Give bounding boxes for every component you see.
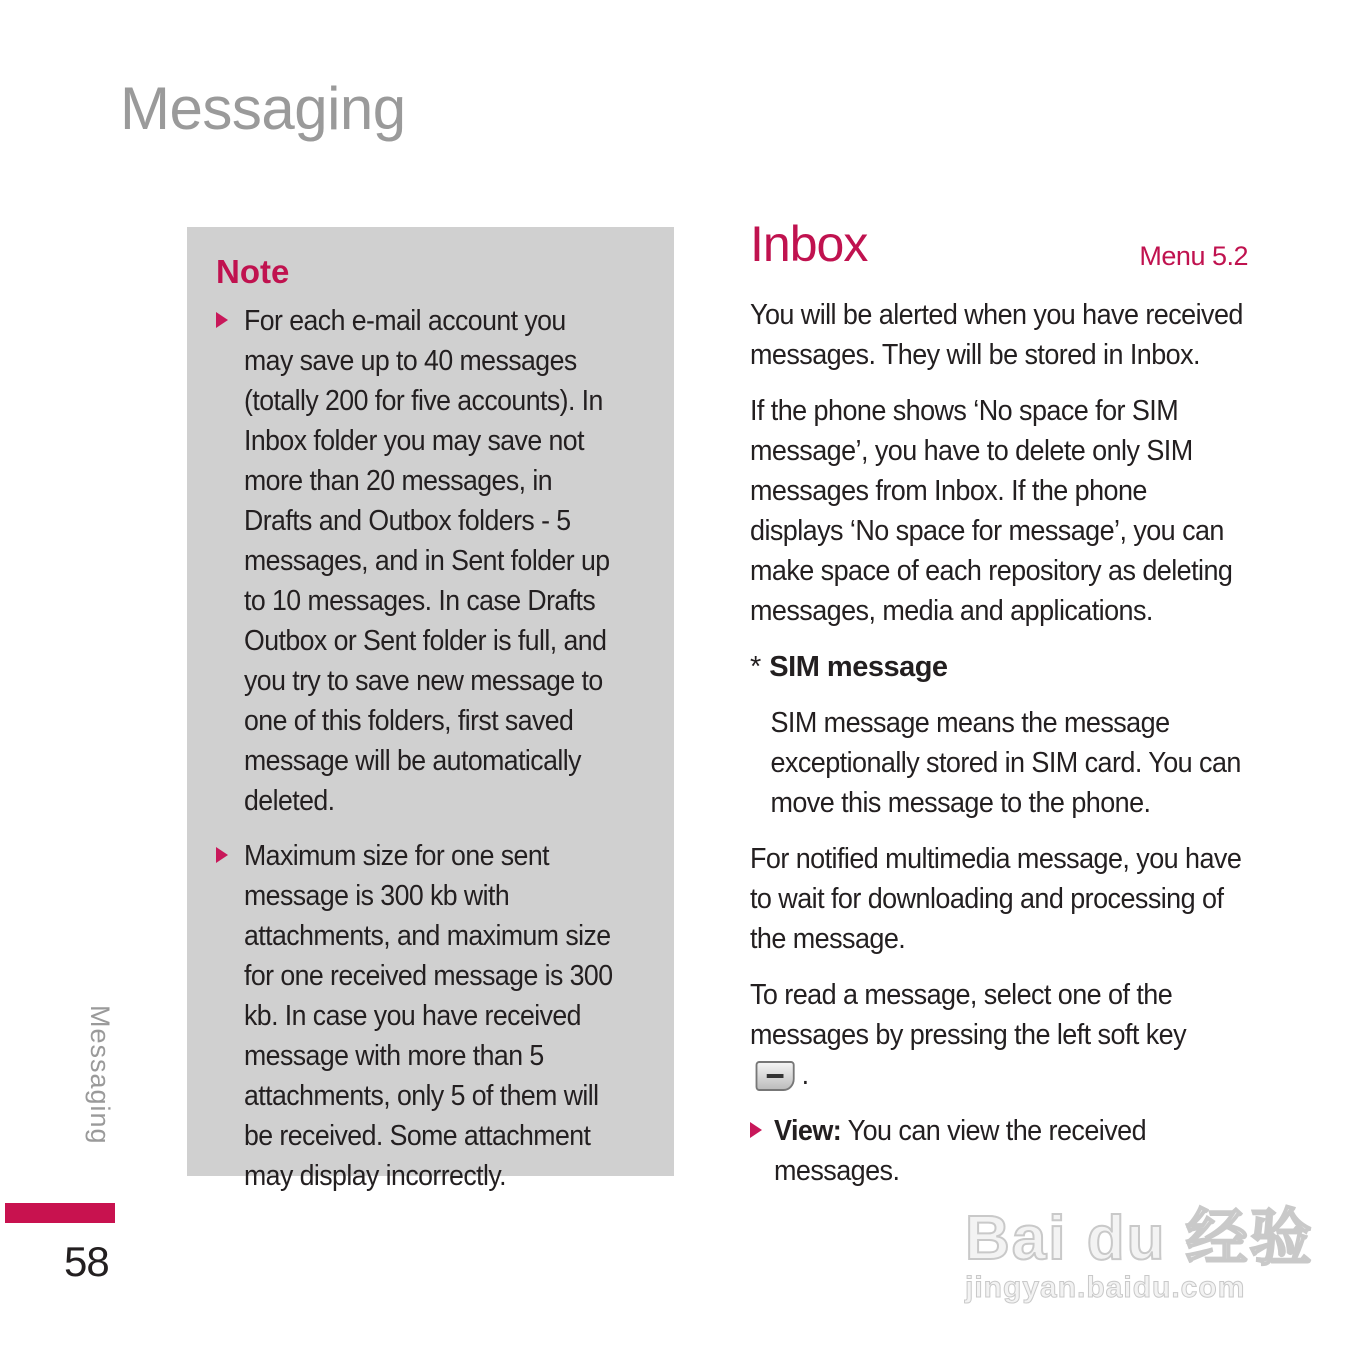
sim-message-text: SIM message means the message exceptionally stored in SIM card. You can move this message to the phone. — [770, 707, 1241, 819]
page-number: 58 — [64, 1238, 109, 1285]
section-heading — [750, 215, 1250, 295]
triangle-bullet-icon — [216, 312, 228, 328]
asterisk-marker: * — [750, 651, 762, 683]
triangle-bullet-icon — [750, 1122, 762, 1138]
note-item-text: Maximum size for one sent message is 300 kb with attachments, and maximum size for one received message is 300 kb. In case you have received message with more than 5 attachments, only 5 of them will be received. Some attachment may display incorrectly. — [244, 840, 613, 1192]
page-header-title: Messaging — [120, 75, 406, 142]
paragraph-read-message — [750, 975, 1243, 1095]
section-title: Inbox — [750, 216, 868, 272]
note-title: Note — [216, 253, 290, 290]
side-section-label: Messaging — [85, 1005, 115, 1145]
watermark-top: Bai du 经验 — [965, 1204, 1314, 1273]
note-item-text: For each e-mail account you may save up to 40 messages (totally 200 for five accounts). In Inbox folder you may save not more than 20 messages, in Drafts and Outbox folders - 5 messages, and in Sent folder up to 10 messages. In case Drafts Outbox or Sent folder is full, and you try to save new message to one of this folders, first saved message will be automatically deleted. — [244, 305, 610, 817]
triangle-bullet-icon — [216, 847, 228, 863]
watermark-bottom: jingyan.baidu.com — [965, 1271, 1246, 1304]
note-item — [216, 836, 650, 1196]
side-accent-bar — [5, 1203, 115, 1223]
read-message-text: To read a message, select one of the messages by pressing the left soft key — [750, 979, 1187, 1051]
menu-reference: Menu 5.2 — [1139, 241, 1248, 271]
left-soft-key-icon — [756, 1061, 795, 1091]
sim-message-heading — [750, 647, 1250, 687]
note-item — [216, 301, 650, 821]
baidu-watermark-logo — [965, 1188, 1314, 1305]
paragraph-multimedia: For notified multimedia message, you have to wait for downloading and processing of the message. — [750, 843, 1242, 955]
paragraph-alert: You will be alerted when you have received messages. They will be stored in Inbox. — [750, 299, 1243, 371]
note-box — [187, 227, 674, 1192]
sim-message-heading-text: SIM message — [769, 651, 948, 683]
view-option-label: View: — [774, 1115, 842, 1147]
view-option-text — [774, 1111, 1217, 1191]
paragraph-no-space: If the phone shows ‘No space for SIM message’, you have to delete only SIM messages from Inbox. If the phone displays ‘No space for message’, you can make space of each repository as deleting messages, media and applications. — [750, 395, 1233, 627]
read-message-end: . — [801, 1059, 809, 1091]
main-column — [750, 215, 1250, 1207]
view-option-description: You can view the received messages. — [774, 1115, 1147, 1187]
